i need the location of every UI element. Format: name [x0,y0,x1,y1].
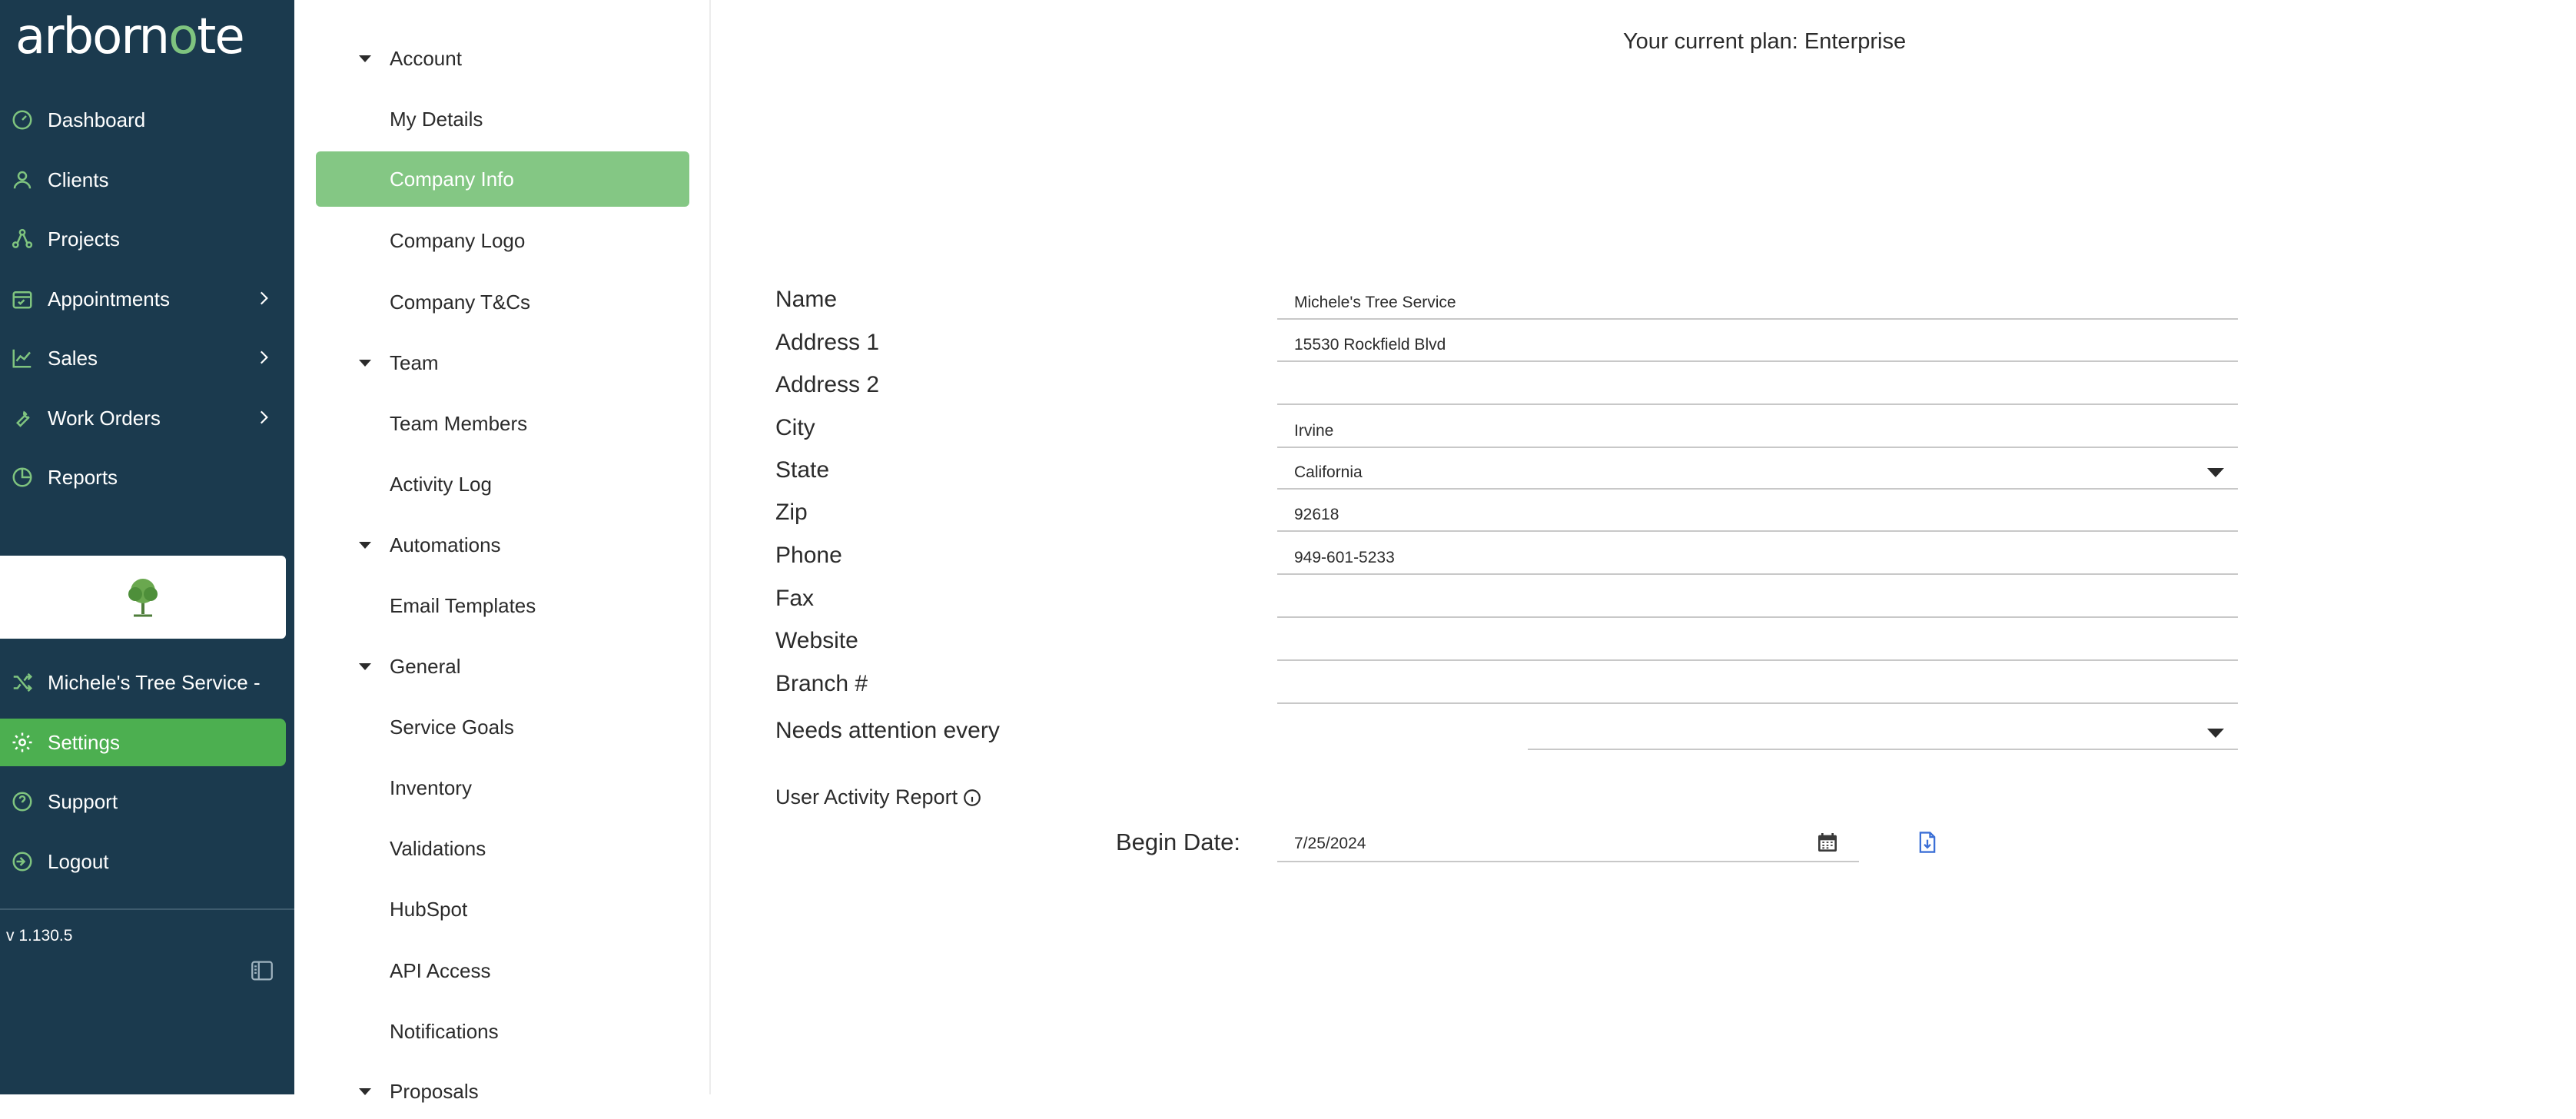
submenu-label: Activity Log [390,472,492,496]
sidebar-item-label: Projects [48,227,120,251]
state-select[interactable] [1277,454,2238,490]
submenu-label: General [390,654,461,678]
sidebar-collapse-icon[interactable] [249,958,275,984]
chevron-right-icon [254,347,274,367]
company-logo-image [0,556,286,639]
logo-text-te: te [197,8,244,65]
city-value: Irvine [1294,422,1334,440]
submenu-label: Company Logo [390,228,526,252]
state-label: State [775,457,830,483]
zip-value: 92618 [1294,506,1339,523]
caret-down-icon [359,55,371,62]
submenu-label: Validations [390,836,486,860]
caret-down-icon [359,663,371,670]
sidebar-item-label: Support [48,789,118,813]
sidebar-item-appointments[interactable] [0,275,286,323]
sidebar-item-label: Settings [48,730,120,754]
submenu-label: My Details [390,107,483,131]
submenu-item-company-tcs[interactable] [294,274,709,330]
address1-field[interactable] [1277,327,2238,362]
submenu-label: Account [390,46,462,70]
submenu-label: Team [390,350,439,374]
submenu-group-automations[interactable] [294,517,709,573]
address1-label: Address 1 [775,330,880,355]
submenu-group-team[interactable] [294,335,709,390]
begin-date-value: 7/25/2024 [1294,835,1366,852]
submenu-group-general[interactable] [294,639,709,694]
submenu-item-activity-log[interactable] [294,457,709,512]
submenu-label: Team Members [390,411,528,435]
info-icon[interactable] [962,788,982,808]
settings-submenu [294,0,711,1103]
sidebar-item-logout[interactable] [0,838,286,885]
submenu-label: Automations [390,533,501,556]
submenu-label: API Access [390,958,491,982]
caret-down-icon [359,1088,371,1095]
submenu-item-team-members[interactable] [294,396,709,451]
chevron-right-icon [254,288,274,308]
help-circle-icon [9,789,35,815]
submenu-label: HubSpot [390,897,468,921]
sidebar-item-reports[interactable] [0,453,286,501]
submenu-item-notifications[interactable] [294,1004,709,1059]
wrench-icon [9,405,35,431]
location-pin-icon: o [168,8,198,65]
state-value: California [1294,463,1363,481]
tree-logo-icon [121,574,164,620]
website-field[interactable] [1277,626,2238,661]
submenu-item-inventory[interactable] [294,760,709,815]
gear-icon [9,729,35,755]
submenu-item-service-goals[interactable] [294,699,709,755]
submenu-label: Company Info [390,167,514,191]
submenu-item-my-details[interactable] [294,91,709,147]
submenu-item-api-access[interactable] [294,943,709,998]
needs-attention-select[interactable] [1528,715,2238,750]
submenu-label: Notifications [390,1019,499,1043]
zip-label: Zip [775,500,808,525]
name-value: Michele's Tree Service [1294,294,1456,311]
submenu-label: Service Goals [390,715,514,739]
pie-chart-icon [9,464,35,490]
sidebar-item-label: Dashboard [48,108,146,131]
submenu-group-proposals[interactable] [294,1064,709,1119]
sidebar-item-support[interactable] [0,778,286,825]
person-icon [9,167,35,193]
calendar-check-icon [9,286,35,312]
submenu-label: Inventory [390,775,472,799]
website-label: Website [775,628,858,653]
sidebar-item-projects[interactable] [0,215,286,263]
branch-field[interactable] [1277,669,2238,704]
phone-label: Phone [775,543,842,568]
submenu-item-hubspot[interactable] [294,882,709,937]
line-chart-icon [9,345,35,371]
calendar-icon[interactable] [1815,830,1840,855]
chevron-right-icon [254,407,274,427]
sidebar-item-label: Work Orders [48,406,161,430]
current-plan-text: Your current plan: Enterprise [1623,29,1907,54]
submenu-label: Proposals [390,1079,479,1103]
submenu-group-account[interactable] [294,31,709,86]
sidebar-item-label: Sales [48,346,98,370]
submenu-item-email-templates[interactable] [294,578,709,633]
sidebar-divider [0,908,294,910]
caret-down-icon [359,360,371,367]
city-field[interactable] [1277,413,2238,448]
version-label: v 1.130.5 [6,927,73,945]
address2-label: Address 2 [775,372,880,397]
logo-text-arbor: arbor [15,8,139,65]
caret-down-icon [2207,468,2224,477]
fax-field[interactable] [1277,583,2238,618]
caret-down-icon [2207,729,2224,738]
begin-date-input[interactable] [1277,827,1859,862]
sidebar-item-settings[interactable] [0,719,286,766]
logo-text-n: n [138,8,169,65]
city-label: City [775,415,815,440]
user-activity-report-heading [775,785,982,809]
sidebar-item-label: Logout [48,849,109,873]
company-switch-item[interactable] [0,659,286,706]
submenu-item-company-info[interactable] [316,151,689,207]
zip-field[interactable] [1277,496,2238,532]
needs-attention-label: Needs attention every [775,718,1000,743]
sidebar-item-work-orders[interactable] [0,394,286,442]
submenu-item-company-logo[interactable] [294,213,709,268]
submenu-item-validations[interactable] [294,821,709,876]
sidebar-item-label: Appointments [48,287,170,310]
logout-icon [9,848,35,875]
projects-network-icon [9,226,35,252]
caret-down-icon [359,542,371,549]
download-report-icon[interactable] [1917,830,1938,855]
submenu-label: Company T&Cs [390,290,531,314]
begin-date-label: Begin Date: [1116,828,1240,855]
address2-field[interactable] [1277,370,2238,405]
main-sidebar [0,0,294,1094]
arbornote-logo[interactable] [15,6,244,68]
name-field[interactable] [1277,284,2238,320]
sidebar-item-label: Clients [48,168,109,191]
sidebar-item-dashboard[interactable] [0,96,286,144]
address1-value: 15530 Rockfield Blvd [1294,336,1446,354]
company-switch-label: Michele's Tree Service - [48,670,261,694]
shuffle-icon [9,669,35,696]
submenu-label: Email Templates [390,593,536,617]
fax-label: Fax [775,586,815,611]
sidebar-item-clients[interactable] [0,156,286,204]
user-activity-report-label: User Activity Report [775,785,958,809]
phone-value: 949-601-5233 [1294,549,1395,566]
sidebar-item-label: Reports [48,465,118,489]
dashboard-gauge-icon [9,107,35,133]
branch-label: Branch # [775,671,868,696]
phone-field[interactable] [1277,540,2238,575]
sidebar-item-sales[interactable] [0,334,286,382]
name-label: Name [775,287,838,312]
